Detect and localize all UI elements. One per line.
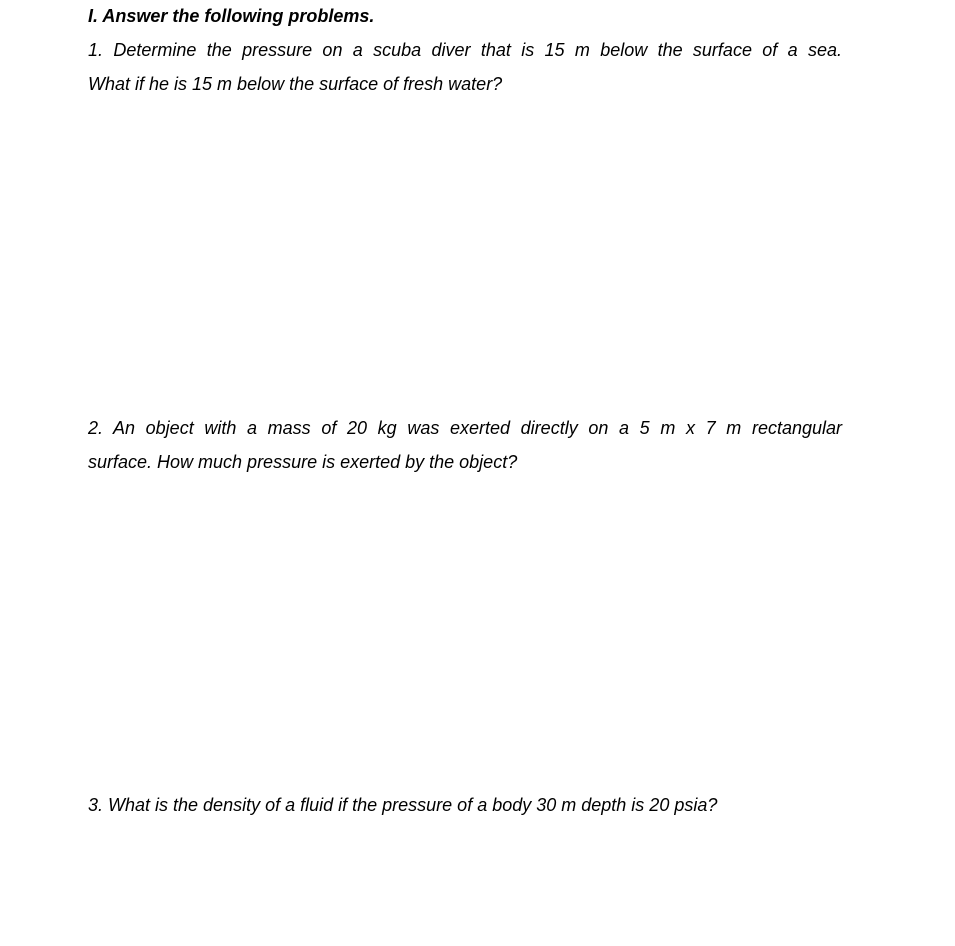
problem-2-line-1: 2. An object with a mass of 20 kg was exerted directly on a 5 m x 7 m rectangular [88,418,842,438]
problem-2-line-2: surface. How much pressure is exerted by the object? [88,452,518,472]
problem-1-line-1: 1. Determine the pressure on a scuba diver that is 15 m below the surface of a sea. [88,40,842,60]
section-heading: I. Answer the following problems. [88,6,375,26]
problem-3 [88,788,842,822]
problem-3-line-1: 3. What is the density of a fluid if the pressure of a body 30 m depth is 20 psia? [88,795,718,815]
problem-2 [88,411,842,479]
problem-1 [88,33,842,101]
problem-1-line-2: What if he is 15 m below the surface of fresh water? [88,74,503,94]
